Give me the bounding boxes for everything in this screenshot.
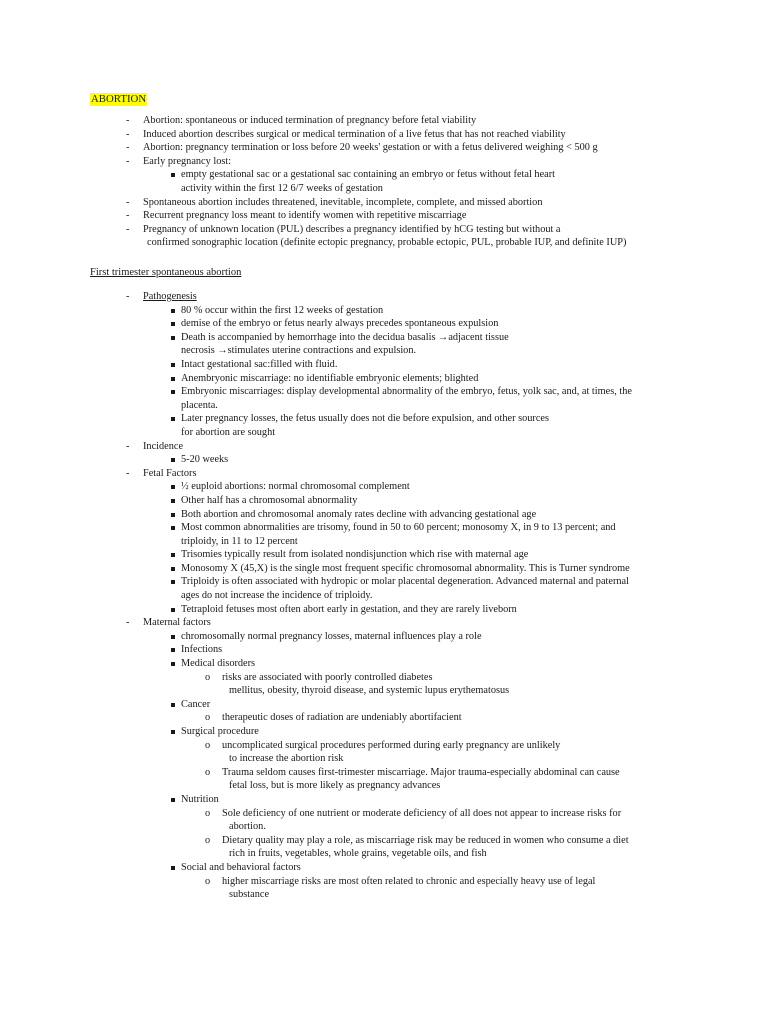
square-bullet — [171, 499, 175, 503]
square-bullet — [171, 648, 175, 652]
sublist — [181, 711, 632, 725]
square-bullet — [171, 608, 175, 612]
list-item: ½ euploid abortions: normal chromosomal complement — [0, 480, 632, 494]
abortion-list — [0, 290, 632, 902]
square-bullet — [171, 798, 175, 802]
section-title: First trimester spontaneous abortion — [90, 267, 242, 278]
incidence-item — [0, 440, 632, 467]
list-item: placenta. — [181, 399, 218, 411]
square-bullet — [171, 173, 175, 177]
square-bullet — [171, 336, 175, 340]
list-item: o risks are associated with poorly controlled diabetes — [205, 671, 433, 683]
list-item: activity within the first 12 6/7 weeks of gestation — [181, 182, 383, 194]
sublist — [181, 807, 632, 861]
square-bullet — [171, 553, 175, 557]
maternal-factors-item — [0, 616, 632, 901]
incidence-heading: Incidence — [143, 440, 184, 452]
list-item: - Spontaneous abortion includes threatened, inevitable, incomplete, complete, and missed abortion — [126, 196, 543, 208]
dash-bullet: - — [126, 467, 130, 479]
list-item: rich in fruits, vegetables, whole grains, vegetable oils, and fish — [229, 848, 487, 860]
list-item: necrosis →stimulates uterine contractions and expulsion. — [181, 345, 417, 357]
list-item: o Sole deficiency of one nutrient or moderate deficiency of all does not appear to increase risks for — [205, 807, 622, 819]
square-bullet — [171, 390, 175, 394]
dash-bullet: - — [126, 617, 130, 629]
sublist — [143, 630, 632, 902]
sublist — [143, 168, 626, 182]
circle-bullet: o — [205, 671, 211, 683]
sublist — [181, 671, 632, 698]
list-item: Infections — [0, 643, 632, 657]
circle-bullet: o — [205, 739, 211, 751]
dash-bullet: - — [126, 223, 130, 235]
square-bullet — [171, 513, 175, 517]
circle-bullet: o — [205, 712, 211, 724]
list-item: Death is accompanied by hemorrhage into the decidua basalis →adjacent tissue — [0, 331, 632, 345]
list-item: empty gestational sac or a gestational sac containing an embryo or fetus without fetal heart — [0, 168, 626, 182]
list-item: Anembryonic miscarriage: no identifiable embryonic elements; blighted — [0, 372, 632, 386]
list-item: Later pregnancy losses, the fetus usually does not die before expulsion, and other sources — [0, 412, 632, 426]
list-item: fetal loss, but is more likely as pregnancy advances — [229, 780, 441, 792]
list-item: 80 % occur within the first 12 weeks of gestation — [0, 304, 632, 318]
list-item: o uncomplicated surgical procedures performed during early pregnancy are unlikely — [205, 739, 561, 751]
list-item: Monosomy X (45,X) is the single most frequent specific chromosomal abnormality. This is Turner syndrome — [0, 562, 632, 576]
circle-bullet: o — [205, 834, 211, 846]
square-bullet — [171, 309, 175, 313]
list-item: chromosomally normal pregnancy losses, maternal influences play a role — [0, 630, 632, 644]
list-item: Surgical procedure o uncomplicated surgical procedures performed during early pregnancy are unlikely to increase the abortion risk o Trauma seldom causes first-trimester miscarriage. Major trauma-especially abdominal can cause fetal loss, but is more likely as pregnancy advances — [0, 725, 632, 793]
list-item: Medical disorders o risks are associated with poorly controlled diabetes mellitus, obesity, thyroid disease, and systemic lupus erythematosus — [0, 657, 632, 698]
circle-bullet: o — [205, 875, 211, 887]
sublist — [143, 453, 632, 467]
dash-bullet: - — [126, 440, 130, 452]
sublist — [143, 304, 632, 440]
circle-bullet: o — [205, 807, 211, 819]
square-bullet — [171, 703, 175, 707]
list-item: Trisomies typically result from isolated nondisjunction which rise with maternal age — [0, 548, 632, 562]
list-item: - Induced abortion describes surgical or medical termination of a live fetus that has not reached viability — [126, 128, 566, 140]
list-item: ages do not increase the incidence of triploidy. — [181, 590, 373, 602]
list-item: Most common abnormalities are trisomy, found in 50 to 60 percent; monosomy X, in 9 to 13 percent; and — [0, 521, 632, 535]
list-item: Triploidy is often associated with hydropic or molar placental degeneration. Advanced maternal and paternal — [0, 575, 632, 589]
list-item: Both abortion and chromosomal anomaly rates decline with advancing gestational age — [0, 508, 632, 522]
list-item: - Recurrent pregnancy loss meant to identify women with repetitive miscarriage — [126, 210, 467, 222]
list-item: Social and behavioral factors o higher miscarriage risks are most often related to chronic and especially heavy use of legal substance — [0, 861, 632, 902]
dash-bullet: - — [126, 155, 130, 167]
fetal-factors-item — [0, 467, 632, 617]
list-item: Tetraploid fetuses most often abort early in gestation, and they are rarely liveborn — [0, 603, 632, 617]
list-item: 5-20 weeks — [0, 453, 632, 467]
intro-list — [0, 114, 626, 250]
square-bullet — [171, 458, 175, 462]
list-item: mellitus, obesity, thyroid disease, and systemic lupus erythematosus — [229, 685, 510, 697]
list-item: Cancer o therapeutic doses of radiation are undeniably abortifacient — [0, 698, 632, 725]
square-bullet — [171, 567, 175, 571]
list-item: abortion. — [229, 821, 266, 833]
list-item: - Abortion: spontaneous or induced termination of pregnancy before fetal viability — [126, 115, 477, 126]
pathogenesis-item — [0, 290, 632, 440]
list-item: confirmed sonographic location (definite ectopic pregnancy, probable ectopic, PUL, probable IUP, and definite IUP) — [147, 237, 627, 249]
list-item: - Pregnancy of unknown location (PUL) describes a pregnancy identified by hCG testing but without a — [126, 223, 561, 235]
dash-bullet: - — [126, 196, 130, 208]
sublist — [181, 739, 632, 793]
square-bullet — [171, 635, 175, 639]
maternal-factors-heading: Maternal factors — [143, 617, 211, 629]
sublist — [181, 875, 632, 902]
list-item: o Trauma seldom causes first-trimester miscarriage. Major trauma-especially abdominal can cause — [205, 766, 620, 778]
dash-bullet: - — [126, 128, 130, 140]
dash-bullet: - — [126, 115, 130, 126]
square-bullet — [171, 526, 175, 530]
list-item: Intact gestational sac:filled with fluid. — [0, 358, 632, 372]
list-item: o higher miscarriage risks are most often related to chronic and especially heavy use of legal — [205, 875, 596, 887]
list-item: Other half has a chromosomal abnormality — [0, 494, 632, 508]
square-bullet — [171, 322, 175, 326]
dash-bullet: - — [126, 210, 130, 222]
list-item: for abortion are sought — [181, 426, 276, 438]
dash-bullet: - — [126, 142, 130, 154]
square-bullet — [171, 730, 175, 734]
square-bullet — [171, 866, 175, 870]
list-item: - Abortion: pregnancy termination or loss before 20 weeks' gestation or with a fetus delivered weighing < 500 g — [126, 142, 598, 154]
circle-bullet: o — [205, 766, 211, 778]
list-item: - Early pregnancy lost: empty gestational sac or a gestational sac containing an embryo or fetus without fetal heart — [0, 155, 626, 182]
sublist — [143, 480, 632, 616]
list-item: Nutrition o Sole deficiency of one nutrient or moderate deficiency of all does not appear to increase risks for abortion. o Dietary quality may play a role, as miscarriage risk may be reduced in women who consume a diet rich in fruits, vegetables, whole grains, vegetable oils, and fish — [0, 793, 632, 861]
square-bullet — [171, 377, 175, 381]
fetal-factors-heading: Fetal Factors — [143, 467, 197, 479]
dash-bullet: - — [126, 291, 130, 302]
list-item: Embryonic miscarriages: display developmental abnormality of the embryo, fetus, yolk sac, and, at times, the — [0, 385, 632, 399]
list-item: demise of the embryo or fetus nearly always precedes spontaneous expulsion — [0, 317, 632, 331]
list-item: to increase the abortion risk — [229, 753, 344, 765]
document-title: ABORTION — [91, 93, 147, 105]
list-item: triploidy, in 11 to 12 percent — [181, 535, 298, 547]
square-bullet — [171, 485, 175, 489]
square-bullet — [171, 363, 175, 367]
list-item: substance — [229, 889, 270, 901]
pathogenesis-heading: Pathogenesis — [143, 291, 197, 302]
square-bullet — [171, 662, 175, 666]
square-bullet — [171, 417, 175, 421]
square-bullet — [171, 580, 175, 584]
list-item: o therapeutic doses of radiation are undeniably abortifacient — [205, 712, 462, 724]
list-item: o Dietary quality may play a role, as miscarriage risk may be reduced in women who consume a diet — [205, 834, 629, 846]
